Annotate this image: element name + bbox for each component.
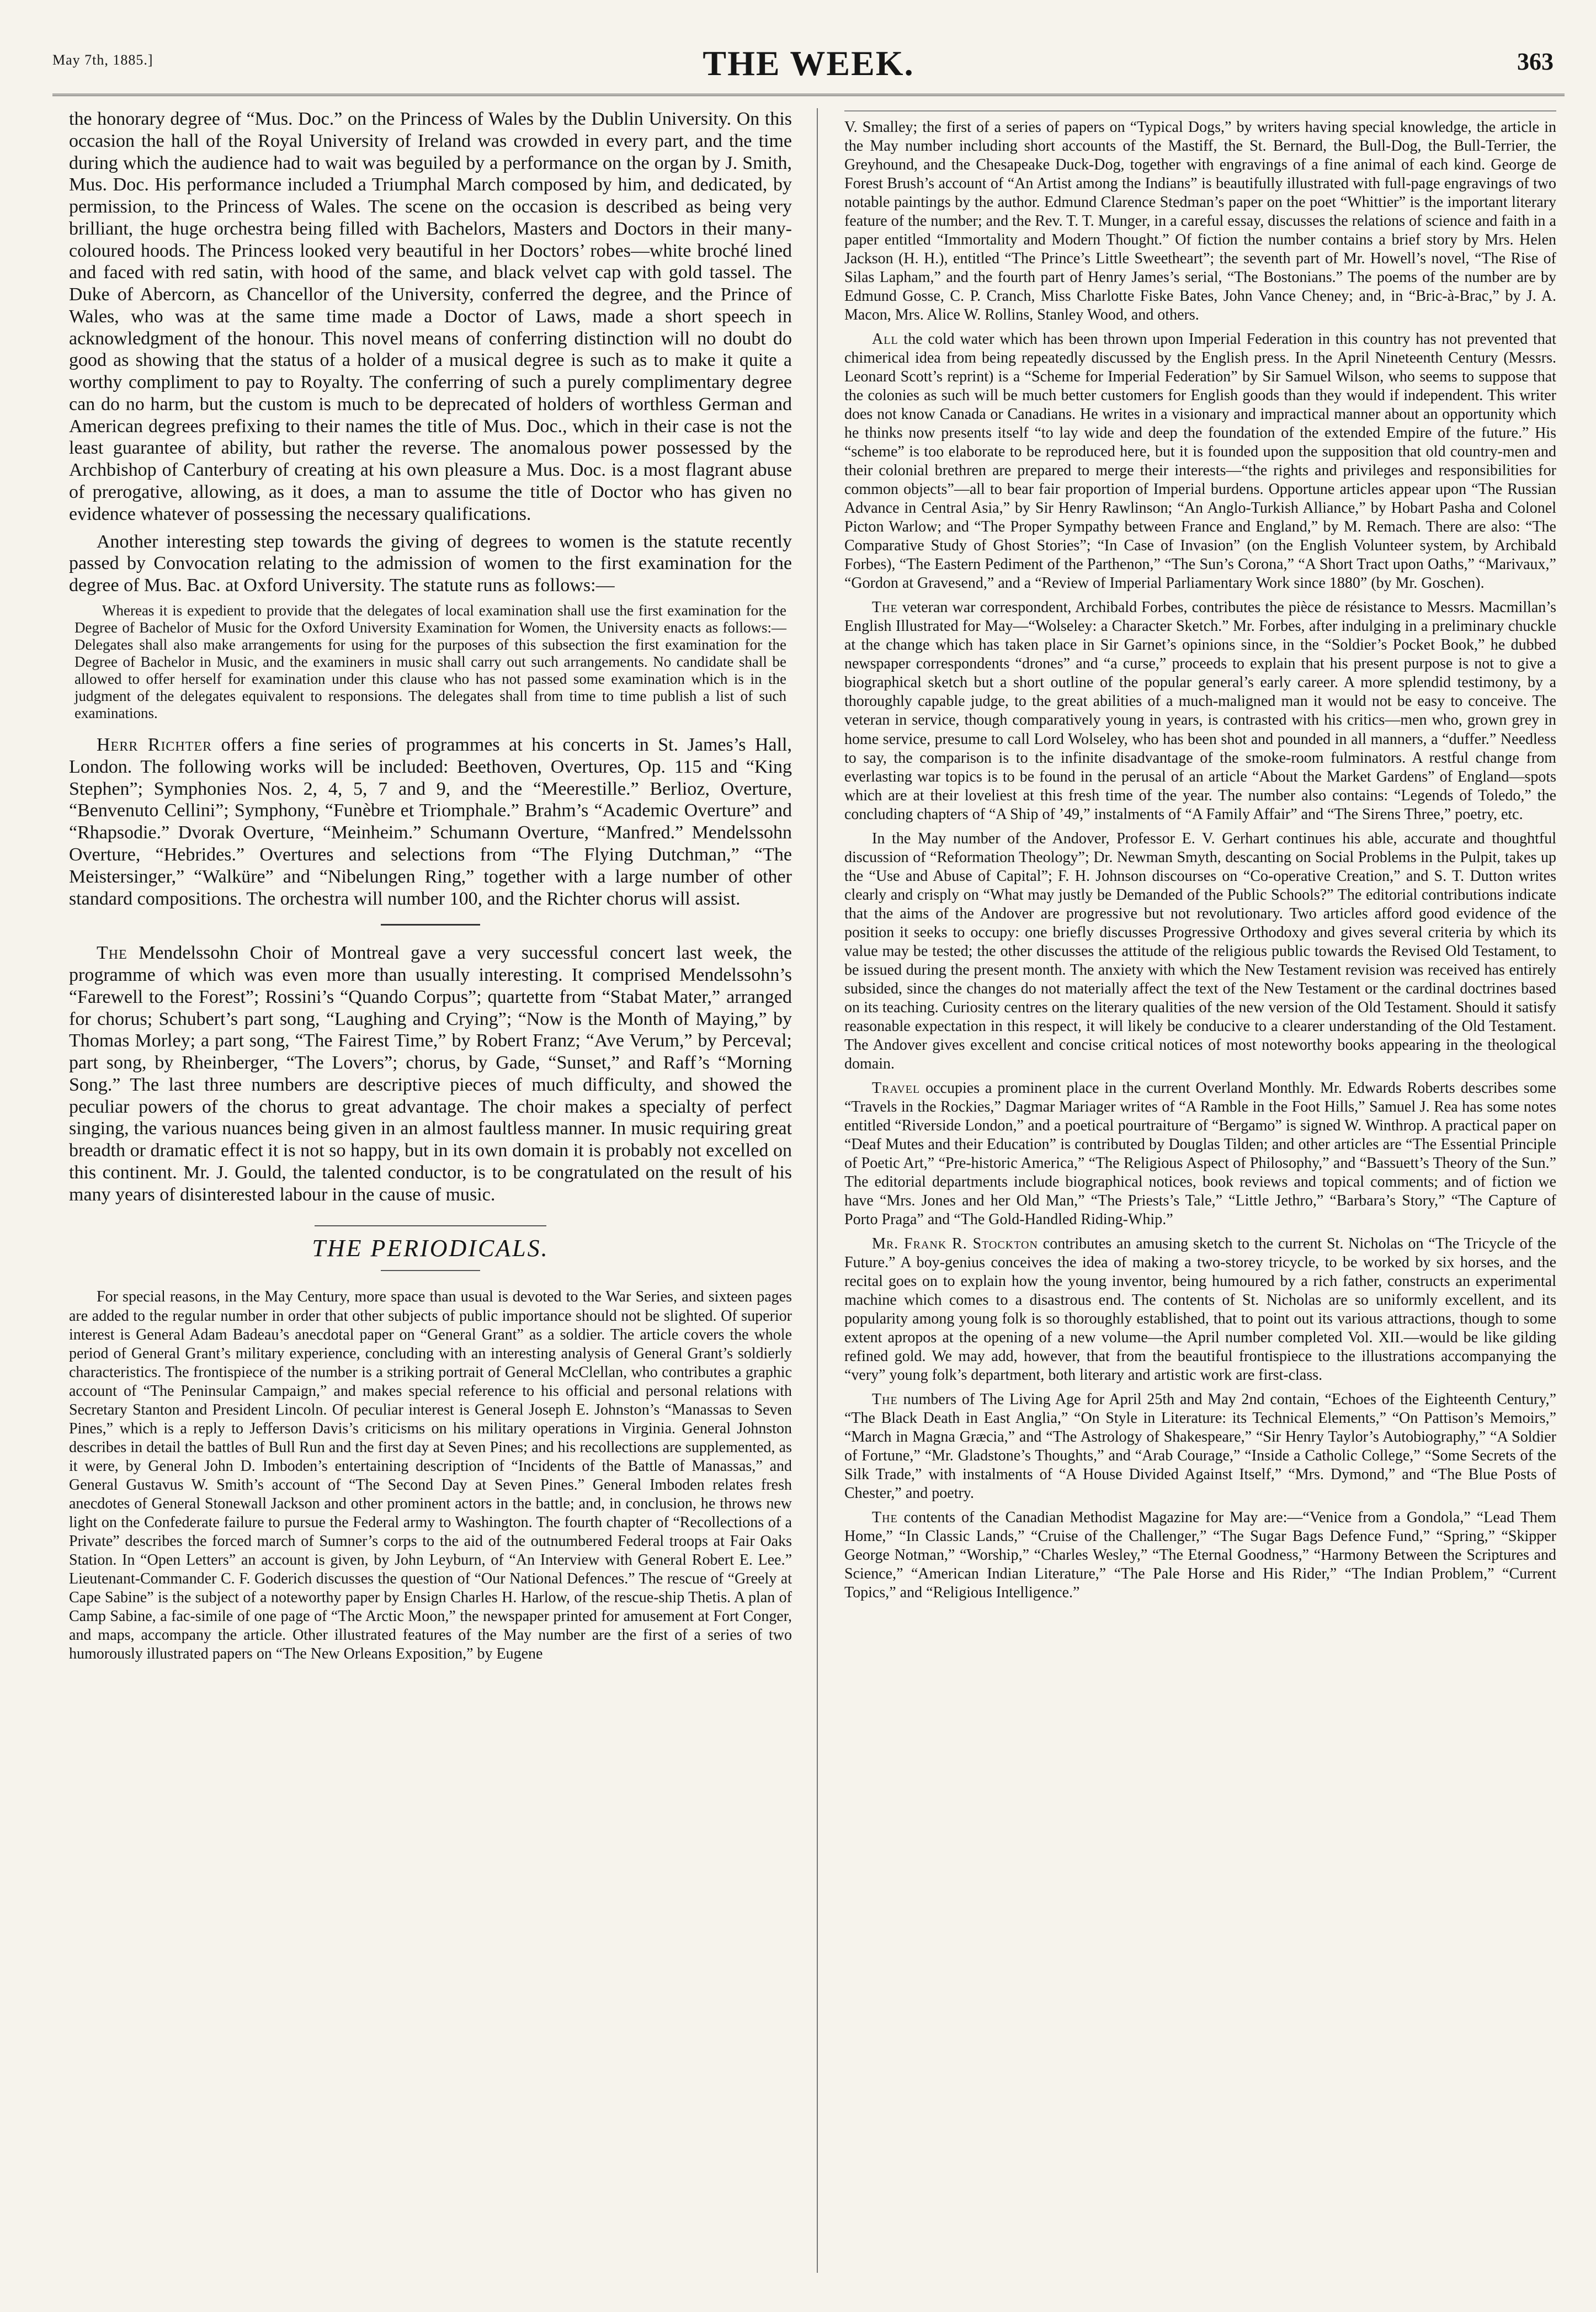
princess-degree-paragraph: the honorary degree of “Mus. Doc.” on the Princess of Wales by the Dublin University. On this occasion the hall of the Royal University of Ireland was crowded in every part, and the time during which the audience had to wait was beguiled by a performance on the organ by J. Smith, Mus. Doc. His performance included a Triumphal March composed by him, and dedicated, by permission, to the Princess of Wales. The scene on the occasion is described as being very brilliant, the huge orchestra being filled with Bachelors, Masters and Doctors in their many-coloured hoods. The Princess looked very beautiful in her Doctors’ robes—white broché lined and faced with red satin, with hood of the same, and black velvet cap with gold tassel. The Duke of Abercorn, as Chancellor of the University, conferred the degree, and the Prince of Wales, who was at the same time made a Doctor of Laws, made a short speech in acknowledgment of the honour. This novel means of conferring distinction will no doubt do good as showing that the status of a holder of a musical degree is such as to make it quite a worthy compliment to pay to Royalty. The conferring of such a purely complimentary degree can do no harm, but the custom is much to be deprecated of holders of worthless German and American degrees prefixing to their names the title of Mus. Doc., which in their case is not the least guarantee of ability, but rather the reverse. The anomalous power possessed by the Archbishop of Canterbury of creating at his own pleasure a Mus. Doc. is a most flagrant abuse of prerogative, allowing, as it does, a man to assume the title of Doctor who has given no evidence whatever of possessing the necessary qualifications. [69,109,792,524]
forbes-lead: The [872,599,898,616]
columns [52,108,1565,2295]
page-number: 363 [1517,48,1554,75]
methodist-magazine-paragraph [844,1508,1556,1602]
right-column [844,108,1556,2295]
statute-quote: Whereas it is expedient to provide that the delegates of local examination shall use the first examination for the Degree of Bachelor of Music for the Oxford University Examination for Women, the University enacts as follows:—Delegates shall also make arrangements for using for the purposes of this subsection the first examination for the Degree of Bachelor in Music, and the examiners in music shall carry out such arrangements. No candidate shall be allowed to offer herself for examination under this clause who has not passed some examination which is in the judgment of the delegates equivalent to responsions. The delegates shall from time to time publish a list of such examinations. [75,602,786,722]
stockton-lead: Mr. Frank R. Stockton [872,1235,1038,1252]
living-age-text: numbers of The Living Age for April 25th and May 2nd contain, “Echoes of the Eighteenth Century,” “The Black Death in East Anglia,” “On Style in Literature: its Technical Elements,” “On Pattison’s Memoirs,” “March in Magna Græcia,” and “The Astrology of Shakespeare,” “Sir Henry Taylor’s Autobiography,” “A Soldier of Fortune,” “Mr. Gladstone’s Thoughts,” and “Arab Courage,” “Inside a Catholic College,” “Some Secrets of the Silk Trade,” with instalments of “A House Divided Against Itself,” “Mrs. Dymond,” and “The Blue Posts of Chester,” and poetry. [844,1391,1556,1502]
living-age-paragraph [844,1390,1556,1503]
overland-monthly-paragraph [844,1079,1556,1229]
section-rule [381,924,480,926]
travel-text: occupies a prominent place in the current Overland Monthly. Mr. Edwards Roberts describes some “Travels in the Rockies,” Dagmar Mariager writes of “A Ramble in the Foot Hills,” Samuel J. Rea has some notes entitled “Riverside London,” and a poetical pourtraiture of “Bergamo” is signed W. Winthrop. A practical paper on “Deaf Mutes and their Education” is contributed by Douglas Tilden; and other articles are “The Essential Principle of Poetic Art,” “Pre-historic America,” “The Religious Aspect of Philosophy,” and “Bassuett’s Theory of the Sun.” The editorial departments include biographical notices, book reviews and topical comments; and of fiction we have “Mrs. Jones and her Old Man,” “The Priests’s Tale,” “Little Jethro,” “Barbara’s Story,” “The Capture of Porto Praga” and “The Gold-Handled Riding-Whip.” [844,1079,1556,1228]
english-illustrated-paragraph [844,598,1556,823]
federation-lead: All [872,331,898,348]
federation-text: the cold water which has been thrown upon Imperial Federation in this country has not prevented that chimerical idea from being repeatedly discussed by the English press. In the April Nineteenth Century (Messrs. Leonard Scott’s reprint) is a “Scheme for Imperial Federation” by Sir Samuel Wilson, who seems to suppose that the colonies as such will be much better customers for English goods than they would if independent. This writer does not know Canada or Canadians. He writes in a visionary and impractical manner about an opportunity which he thinks now presents itself “to lay wide and deep the foundation of the extended Empire of the future.” His “scheme” is too elaborate to be reproduced here, but it is founded upon the supposition that old country-men and their colonial brethren are prepared to merge their interests—“the rights and privileges and responsibilities for common objects”—all to bear fair proportion of Imperial burdens. Opportune articles appear upon “The Russian Advance in Central Asia,” by Sir Henry Rawlinson; “An Anglo-Turkish Alliance,” by Hobart Pasha and Colonel Picton Warlow; and “The Proper Sympathy between France and England,” by M. Remach. There are also: “The Comparative Study of Ghost Stories”; “In Case of Invasion” (on the English Volunteer system, by Archibald Forbes), “The Eastern Pediment of the Parthenon,” “The Sun’s Corona,” “A Short Tract upon Oaths,” “Marivaux,” “Gordon at Gravesend,” and a “Review of Imperial Parliamentary Work since 1880” (by Mr. Goschen). [844,331,1556,592]
methodist-text: contents of the Canadian Methodist Magazine for May are:—“Venice from a Gondola,” “Lead Them Home,” “In Classic Lands,” “Cruise of the Challenger,” “The Sugar Bags Defence Fund,” “Spring,” “Skipper George Notman,” “Worship,” “Charles Wesley,” “The Eternal Goodness,” “Harmony Between the Scriptures and Science,” “American Indian Literature,” “The Pale Horse and His Rider,” “The Indian Problem,” “Current Topics,” and “Religious Intelligence.” [844,1509,1556,1602]
column-top-rule [844,110,1556,111]
living-age-lead: The [872,1391,898,1409]
forbes-text: veteran war correspondent, Archibald Forbes, contributes the pièce de résistance to Messrs. Macmillan’s English Illustrated for May—“Wolseley: a Character Sketch.” Mr. Forbes, after indulging in a preliminary chuckle at the change which has taken place in Sir Garnet’s opinions since, in the “Soldier’s Pocket Book,” he dubbed newspaper correspondents “drones” and “a curse,” proceeds to explain that his present purpose is not to give a biographical sketch but a short outline of the popular general’s early career. A more splendid testimony, by a thoroughly capable judge, to the great abilities of a much-maligned man it would not be easy to conceive. The veteran in service, though comparatively young in years, is contrasted with his critics—men who, grown grey in home service, presume to call Lord Wolseley, who has been shot and pounded in all manners, a “duffer.” Needless to say, the comparison is to the infinite disadvantage of the smoke-room fulminators. A restful change from everlasting war topics is to be found in the perusal of an article “About the Market Gardens” of England—spots which are at their loveliest at this fresh time of the year. The number also contains: “Legends of Toledo,” the concluding chapters of “A Ship of ’49,” instalments of “A Family Affair” and “The Sirens Three,” poetry, etc. [844,599,1556,823]
masthead [52,43,1565,104]
mendelssohn-lead: The [97,943,127,964]
richter-text: offers a fine series of programmes at his concerts in St. James’s Hall, London. The following works will be included: Beethoven, Overtures, Op. 115 and “King Stephen”; Symphonies Nos. 2, 4, 5, 7 and 9, and the “Meerestille.” Berlioz, Overture, “Benvenuto Cellini”; Symphony, “Funèbre et Triomphale.” Brahm’s “Academic Overture” and “Rhapsodie.” Dvorak Overture, “Meinheim.” Schumann Overture, “Manfred.” Mendelssohn Overture, “Hebrides.” Overtures and selections from “The Flying Dutchman,” “The Meistersinger,” “Walküre” and “Nibelungen Ring,” together with a large number of other standard compositions. The orchestra will number 100, and the Richter chorus will assist. [69,735,792,909]
century-continued-paragraph: V. Smalley; the first of a series of papers on “Typical Dogs,” by writers having special knowledge, the article in the May number including short accounts of the Mastiff, the St. Bernard, the Bull-Dog, the Bull-Terrier, the Greyhound, and the Chesapeake Duck-Dog, together with engravings of a fine animal of each kind. George de Forest Brush’s account of “An Artist among the Indians” is beautifully illustrated with full-page engravings of two notable paintings by the author. Edmund Clarence Stedman’s paper on the poet “Whittier” is the important literary feature of the number; and the Rev. T. T. Munger, in a careful essay, discusses the relations of science and faith in a paper entitled “Immortality and Modern Thought.” Of fiction the number contains a brief story by Mrs. Helen Jackson (H. H.), entitled “The Prince’s Little Sweetheart”; the seventh part of Mr. Howell’s novel, “The Rise of Silas Lapham,” and the fourth part of Henry James’s serial, “The Bostonians.” The poems of the number are by Edmund Gosse, C. P. Cranch, Miss Charlotte Fiske Bates, John Vance Cheney; and, in “Bric-à-Brac,” by J. A. Macon, Mrs. Alice W. Rollins, Stanley Wood, and others. [844,119,1556,324]
issue-date: May 7th, 1885.] [52,52,153,68]
methodist-lead: The [872,1509,898,1527]
newspaper-page [52,43,1565,2295]
andover-paragraph: In the May number of the Andover, Professor E. V. Gerhart continues his able, accurate and thoughtful discussion of “Reformation Theology”; Dr. Newman Smyth, descanting on Social Problems in the Pulpit, takes up the “Use and Abuse of Capital”; F. H. Johnson discourses on “Co-operative Creation,” and S. T. Dutton writes clearly and crisply on “What may justly be Demanded of the Public Schools?” The editorial contributions indicate that the aims of the Andover are progressive but not revolutionary. Two articles afford good evidence of the position it seeks to occupy: one briefly discusses Progressive Orthodoxy and gives several criteria by which its value may be tested; the other discusses the attitude of the religious public towards the Revised Old Testament, to be issued during the present month. The anxiety with which the New Testament revision was received has entirely subsided, since the changes do not materially affect the text of the New Testament or the cardinal doctrines based on its teaching. Curiosity centres on the literary qualities of the new version of the Old Testament. Should it satisfy reasonable expectation in this respect, it will likely be conducive to a clearer understanding of the Old Testament. The Andover gives excellent and concise critical notices of most noteworthy books appearing in the theological domain. [844,830,1556,1072]
stockton-text: contributes an amusing sketch to the current St. Nicholas on “The Tricycle of the Future.” A boy-genius conceives the idea of making a two-storey tricycle, to be worked by six horses, and the recital goes on to explain how the young inventor, being humoured by a rich father, constructs an experimental machine which comes to a disastrous end. The contents of St. Nicholas are so uniformly excellent, and its popularity among young folk is so thoroughly established, that to point out its various attractions, though to some extent apropos at the opening of a new volume—the April number completed Vol. XII.—would be like gilding refined gold. We may add, however, that from the beautiful frontispiece to the illustrations accompanying the “very” young folk’s department, both literary and artistic work are first-class. [844,1235,1556,1384]
travel-lead: Travel [872,1079,921,1097]
periodicals-heading: THE PERIODICALS. [69,1225,792,1271]
left-column [69,108,792,2295]
century-paragraph: For special reasons, in the May Century, more space than usual is devoted to the War Series, and sixteen pages are added to the regular number in order that other subjects of public importance should not be slighted. Of superior interest is General Adam Badeau’s anecdotal paper on “General Grant” as a soldier. The article covers the whole period of General Grant’s military experience, concluding with an interesting analysis of General Grant’s soldierly characteristics. The frontispiece of the number is a striking portrait of General McClellan, who contributes a graphic account of “The Peninsular Campaign,” and makes special reference to his official and personal relations with Secretary Stanton and President Lincoln. Of peculiar interest is General Joseph E. Johnston’s “Manassas to Seven Pines,” which is a reply to Jefferson Davis’s criticisms on his military operations in Virginia. General Johnston describes in detail the battles of Bull Run and the first day at Seven Pines; and his recollections are supplemented, as it were, by General John D. Imboden’s entertaining description of “Incidents of the Battle of Manassas,” and General Gustavus W. Smith’s account of “The Second Day at Seven Pines.” General Imboden relates fresh anecdotes of General Stonewall Jackson and other prominent actors in the battle; and, in conclusion, he throws new light on the Confederate failure to pursue the Federal army to Washington. The fourth chapter of “Recollections of a Private” describes the forced march of Sumner’s corps to the aid of the outnumbered Federal troops at Fair Oaks Station. In “Open Letters” an account is given, by John Leyburn, of “An Interview with General Robert E. Lee.” Lieutenant-Commander C. F. Goderich discusses the question of “Our National Defences.” The rescue of “Greely at Cape Sabine” is the subject of a noteworthy paper by Ensign Charles H. Harlow, of the rescue-ship Thetis. A plan of Camp Sabine, a fac-simile of one page of “The Arctic Moon,” the newspaper printed for amusement at Fort Conger, and maps, accompany the article. Other illustrated features of the May number are the first of a series of two humorously illustrated papers on “The New Orleans Exposition,” by Eugene [69,1288,792,1662]
st-nicholas-paragraph [844,1235,1556,1385]
publication-title: THE WEEK. [703,44,914,83]
column-divider [817,108,818,2273]
richter-paragraph [69,734,792,910]
richter-lead: Herr Richter [97,735,212,756]
mendelssohn-text: Mendelssohn Choir of Montreal gave a very successful concert last week, the programme of which was even more than usually interesting. It comprised Mendelssohn’s “Farewell to the Forest”; Rossini’s “Quando Corpus”; quartette from “Stabat Mater,” arranged for chorus; Schubert’s part song, “Laughing and Crying”; “Now is the Month of Maying,” by Thomas Morley; a part song, “The Fairest Time,” by Robert Franz; “Ave Verum,” by Perceval; part song, by Rheinberger, “The Lovers”; chorus, by Gade, “Sunset,” and Raff’s “Morning Song.” The last three numbers are descriptive pieces of much difficulty, and showed the peculiar powers of the chorus to great advantage. The choir makes a specialty of perfect singing, the various nuances being given in an almost faultless manner. In music requiring great breadth or dramatic effect it is not so happy, but in its own domain it is probably not excelled on this continent. Mr. J. Gould, the talented conductor, is to be congratulated on the result of his many years of disinterested labour in the cause of music. [69,943,792,1205]
mendelssohn-choir-paragraph [69,942,792,1205]
masthead-rule [52,94,1565,96]
oxford-statute-paragraph: Another interesting step towards the giving of degrees to women is the statute recently passed by Convocation relating to the admission of women to the first examination for the degree of Mus. Bac. at Oxford University. The statute runs as follows:— [69,531,792,596]
imperial-federation-paragraph [844,330,1556,593]
